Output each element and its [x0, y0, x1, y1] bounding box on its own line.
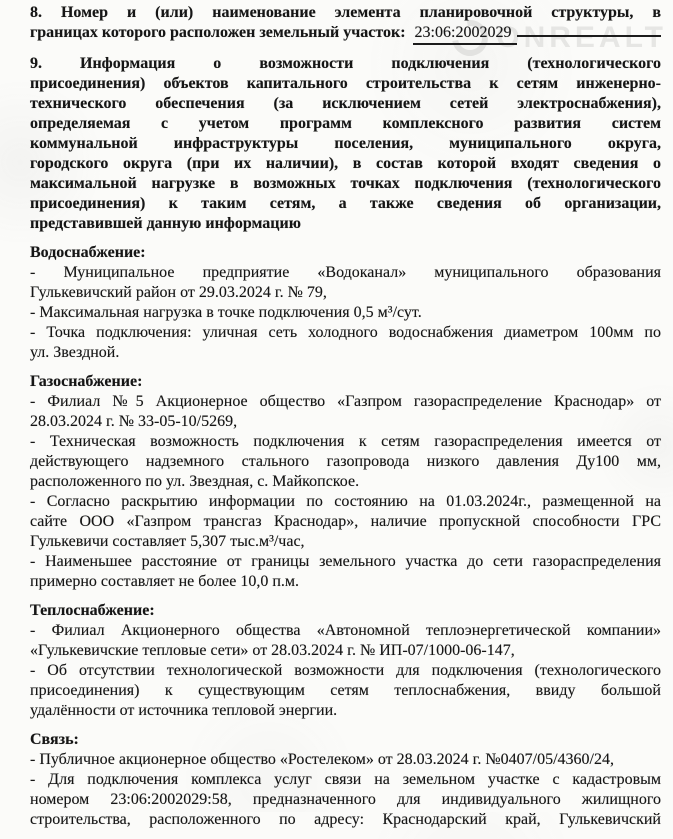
text-line: максимальной нагрузке в возможных точках подключения (технологического	[30, 175, 661, 192]
text-line: - Муниципальное предприятие «Водоканал» муниципального образования	[30, 264, 661, 281]
text-line: определяемая с учетом программ комплексного развития систем	[30, 115, 661, 132]
text-line: коммунальной инфраструктуры поселения, муниципального округа,	[30, 135, 661, 152]
text-line: - Максимальная нагрузка в точке подключения 0,5 м³/сут.	[30, 304, 422, 321]
text-line: действующего надземного стального газопровода низкого давления Ду100 мм,	[30, 453, 661, 470]
text-line: - Филиал Акционерного общества «Автономной теплоэнергетической компании»	[30, 622, 661, 639]
text-line: - Согласно раскрытию информации по состоянию на 01.03.2024г., размещенной на	[30, 493, 661, 510]
underline-filler	[517, 35, 661, 37]
text-line: 9. Информация о возможности подключения (технологического	[30, 55, 661, 72]
text-line: представившей данную информацию	[30, 215, 301, 232]
section-9	[30, 54, 661, 234]
watermark-text: ONREALT	[496, 21, 667, 54]
text-line: городского округа (при их наличии), в состав которой входят сведения о	[30, 155, 661, 172]
document-page	[30, 3, 661, 839]
text-line: удалённости от источника тепловой энергии.	[30, 702, 338, 719]
text-line: номером 23:06:2002029:58, предназначенного для индивидуального жилищного	[30, 791, 661, 808]
text-line: сайте ООО «Газпром трансгаз Краснодар», наличие пропускной способности ГРС	[30, 513, 661, 530]
text-line: присоединения) к существующим сетям теплоснабжения, ввиду большой	[30, 682, 661, 699]
section-8	[30, 3, 661, 45]
text-line: примерно составляет не более 10,0 п.м.	[30, 573, 300, 590]
cadastral-quarter-line	[30, 23, 661, 45]
section-communication	[30, 730, 661, 830]
text-line: - Техническая возможность подключения к сетям газораспределения имеется от	[30, 433, 661, 450]
text-line: - Филиал №5 Акционерное общество «Газпром газораспределение Краснодар» от	[30, 393, 661, 410]
section-heading: Газоснабжение:	[30, 373, 143, 390]
text-line: расположенного по ул. Звездная, с. Майкопское.	[30, 473, 360, 490]
cadastral-quarter-label: границах которого расположен земельный участок:	[30, 24, 406, 41]
text-line: - Публичное акционерное общество «Ростелеком» от 28.03.2024 г. №0407/05/4360/24,	[30, 751, 614, 768]
text-line: присоединения) объектов капитального строительства к сетям инженерно-	[30, 75, 661, 92]
text-line: Гулькевичский район от 29.03.2024 г. № 79,	[30, 284, 327, 301]
text-line: 8. Номер и (или) наименование элемента планировочной структуры, в	[30, 4, 661, 21]
section-heading: Связь:	[30, 731, 79, 748]
text-line: - Наименьшее расстояние от границы земельного участка до сети газораспределения	[30, 553, 661, 570]
text-line: - Точка подключения: уличная сеть холодного водоснабжения диаметром 100мм по	[30, 324, 661, 341]
section-heat-supply	[30, 601, 661, 721]
text-line: 28.03.2024 г. № 33-05-10/5269,	[30, 413, 238, 430]
text-line: - Для подключения комплекса услуг связи на земельном участке с кадастровым	[30, 771, 661, 788]
section-gas-supply	[30, 372, 661, 592]
cadastral-quarter-number: 23:06:2002029	[413, 23, 518, 45]
section-water-supply	[30, 243, 661, 363]
text-line: ул. Звездной.	[30, 344, 120, 361]
text-line: строительства, расположенного по адресу: Краснодарский край, Гулькевичский	[30, 811, 661, 828]
section-heading: Водоснабжение:	[30, 244, 146, 261]
text-line: Гулькевичи составляет 5,307 тыс.м³/час,	[30, 533, 305, 550]
section-heading: Теплоснабжение:	[30, 602, 155, 619]
text-line: - Об отсутствии технологической возможности для подключения (технологического	[30, 662, 661, 679]
text-line: технического обеспечения (за исключением сетей электроснабжения),	[30, 95, 661, 112]
text-line: присоединения) к таким сетям, а также сведения об организации,	[30, 195, 661, 212]
text-line: «Гулькевичские тепловые сети» от 28.03.2024 г. № ИП-07/1000-06-147,	[30, 642, 515, 659]
